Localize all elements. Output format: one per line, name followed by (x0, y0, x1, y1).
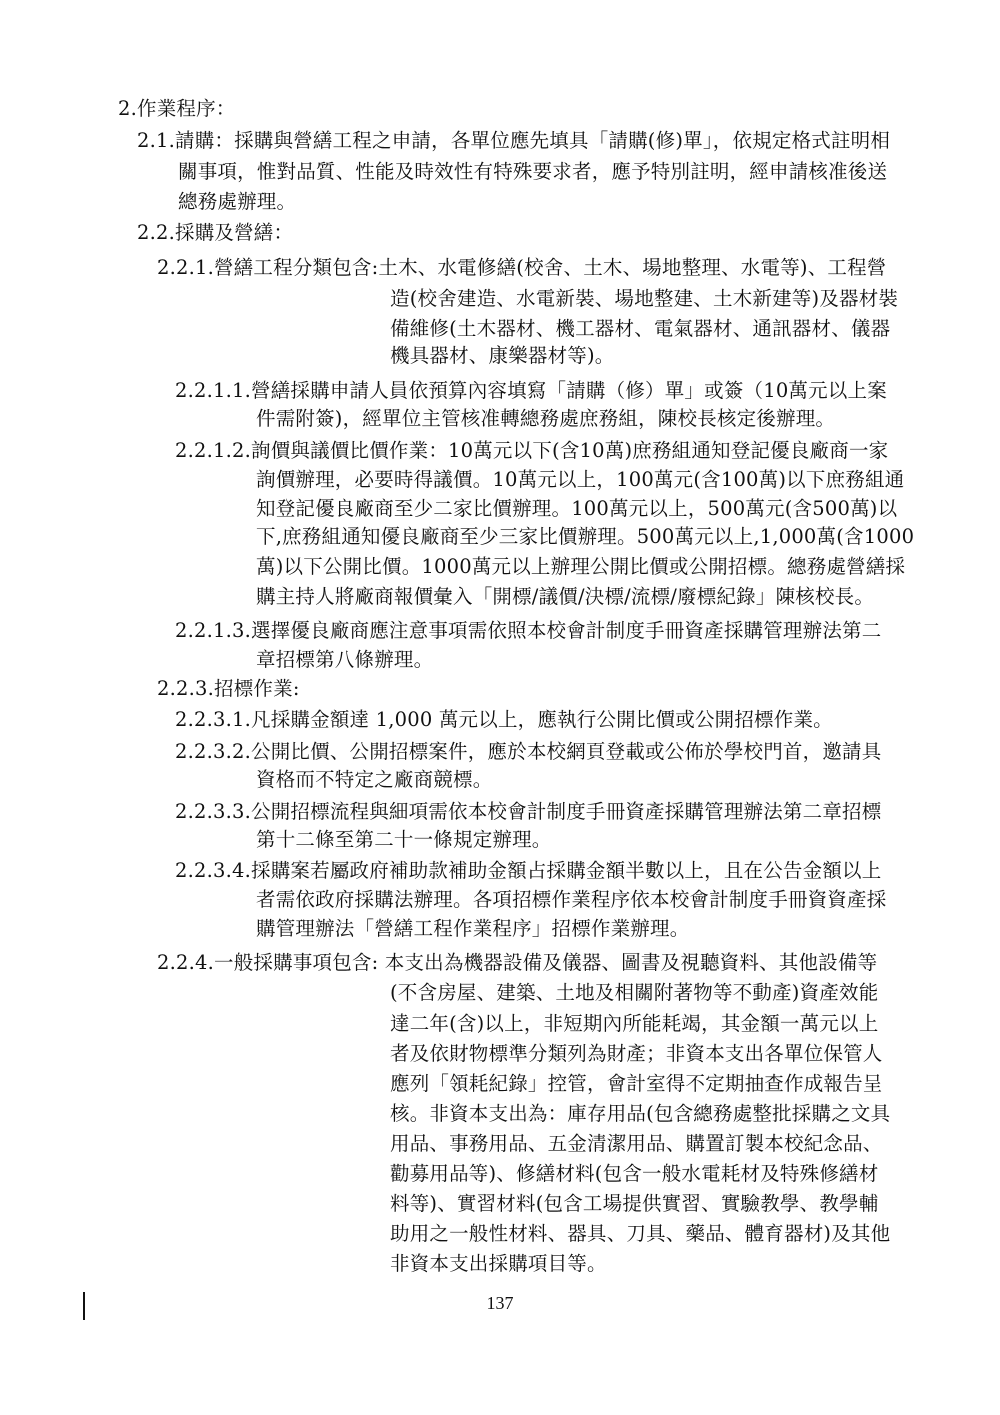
text-line: 2.2.3.4.採購案若屬政府補助款補助金額占採購金額半數以上，且在公告金額以上 (175, 859, 882, 882)
text-line: 2.2.1.營繕工程分類包含:土木、水電修繕(校舍、土木、場地整理、水電等)、工程營 (157, 256, 887, 279)
text-line: 勸募用品等)、修繕材料(包含一般水電耗材及特殊修繕材 (390, 1162, 879, 1185)
text-line: 應列「領耗紀錄」控管，會計室得不定期抽查作成報告呈 (390, 1072, 883, 1095)
text-line: 2.2.3.1.凡採購金額達 1,000 萬元以上，應執行公開比價或公開招標作業。 (175, 708, 833, 731)
text-line: 造(校舍建造、水電新裝、場地整建、土木新建等)及器材裝 (390, 287, 899, 310)
text-line: 關事項，惟對品質、性能及時效性有特殊要求者，應予特別註明，經申請核准後送 (178, 160, 888, 183)
text-line: 2.2.1.2.詢價與議價比價作業：10萬元以下(含10萬)庶務組通知登記優良廠商一家 (175, 439, 889, 462)
text-line: 章招標第八條辦理。 (256, 648, 434, 671)
text-line: 者需依政府採購法辦理。各項招標作業程序依本校會計制度手冊資資產採 (256, 888, 887, 911)
text-line: 者及依財物標準分類列為財產；非資本支出各單位保管人 (390, 1042, 883, 1065)
text-line: 購管理辦法「營繕工程作業程序」招標作業辦理。 (256, 917, 690, 940)
text-line: 2.2.4.一般採購事項包含: 本支出為機器設備及儀器、圖書及視聽資料、其他設備等 (157, 951, 878, 974)
text-line: 第十二條至第二十一條規定辦理。 (256, 828, 552, 851)
text-line: 核。非資本支出為：庫存用品(包含總務處整批採購之文具 (390, 1102, 891, 1125)
text-line: 備維修(土木器材、機工器材、電氣器材、通訊器材、儀器 (390, 317, 891, 340)
text-line: 知登記優良廠商至少二家比價辦理。100萬元以上，500萬元(含500萬)以 (256, 497, 898, 520)
text-line: 2.2.採購及營繕： (137, 221, 294, 244)
text-line: 2.2.1.3.選擇優良廠商應注意事項需依照本校會計制度手冊資產採購管理辦法第二 (175, 619, 882, 642)
text-line: 2.作業程序： (118, 97, 236, 120)
text-line: (不含房屋、建築、土地及相關附著物等不動產)資產效能 (390, 981, 879, 1004)
text-line: 件需附簽)，經單位主管核准轉總務處庶務組，陳校長核定後辦理。 (256, 407, 836, 430)
text-line: 用品、事務用品、五金清潔用品、購置訂製本校紀念品、 (390, 1132, 883, 1155)
text-line: 非資本支出採購項目等。 (390, 1252, 607, 1275)
text-line: 2.2.3.3.公開招標流程與細項需依本校會計制度手冊資產採購管理辦法第二章招標 (175, 800, 882, 823)
text-line: 總務處辦理。 (178, 190, 297, 213)
text-line: 機具器材、康樂器材等)。 (390, 344, 615, 367)
text-line: 助用之一般性材料、器具、刀具、藥品、體育器材)及其他 (390, 1222, 891, 1245)
text-line: 料等)、實習材料(包含工場提供實習、實驗教學、教學輔 (390, 1192, 879, 1215)
text-line: 萬)以下公開比價。1000萬元以上辦理公開比價或公開招標。總務處營繕採 (256, 555, 906, 578)
text-line: 2.2.3.2.公開比價、公開招標案件，應於本校網頁登載或公佈於學校門首，邀請具 (175, 740, 882, 763)
text-line: 2.2.3.招標作業: (157, 677, 300, 700)
text-line: 2.1.請購：採購與營繕工程之申請，各單位應先填具「請購(修)單」，依規定格式註明相 (137, 129, 891, 152)
text-line: 達二年(含)以上，非短期內所能耗竭，其金額一萬元以上 (390, 1012, 879, 1035)
text-line: 2.2.1.1.營繕採購申請人員依預算內容填寫「請購（修）單」或簽（10萬元以上案 (175, 379, 887, 402)
text-line: 下,庶務組通知優良廠商至少三家比價辦理。500萬元以上,1,000萬(含1000 (256, 525, 915, 548)
text-line: 購主持人將廠商報價彙入「開標/議價/決標/流標/廢標紀錄」陳核校長。 (256, 585, 875, 608)
text-line: 詢價辦理，必要時得議價。10萬元以上，100萬元(含100萬)以下庶務組通 (256, 468, 905, 491)
text-line: 資格而不特定之廠商競標。 (256, 768, 493, 791)
page-number: 137 (486, 1293, 514, 1313)
